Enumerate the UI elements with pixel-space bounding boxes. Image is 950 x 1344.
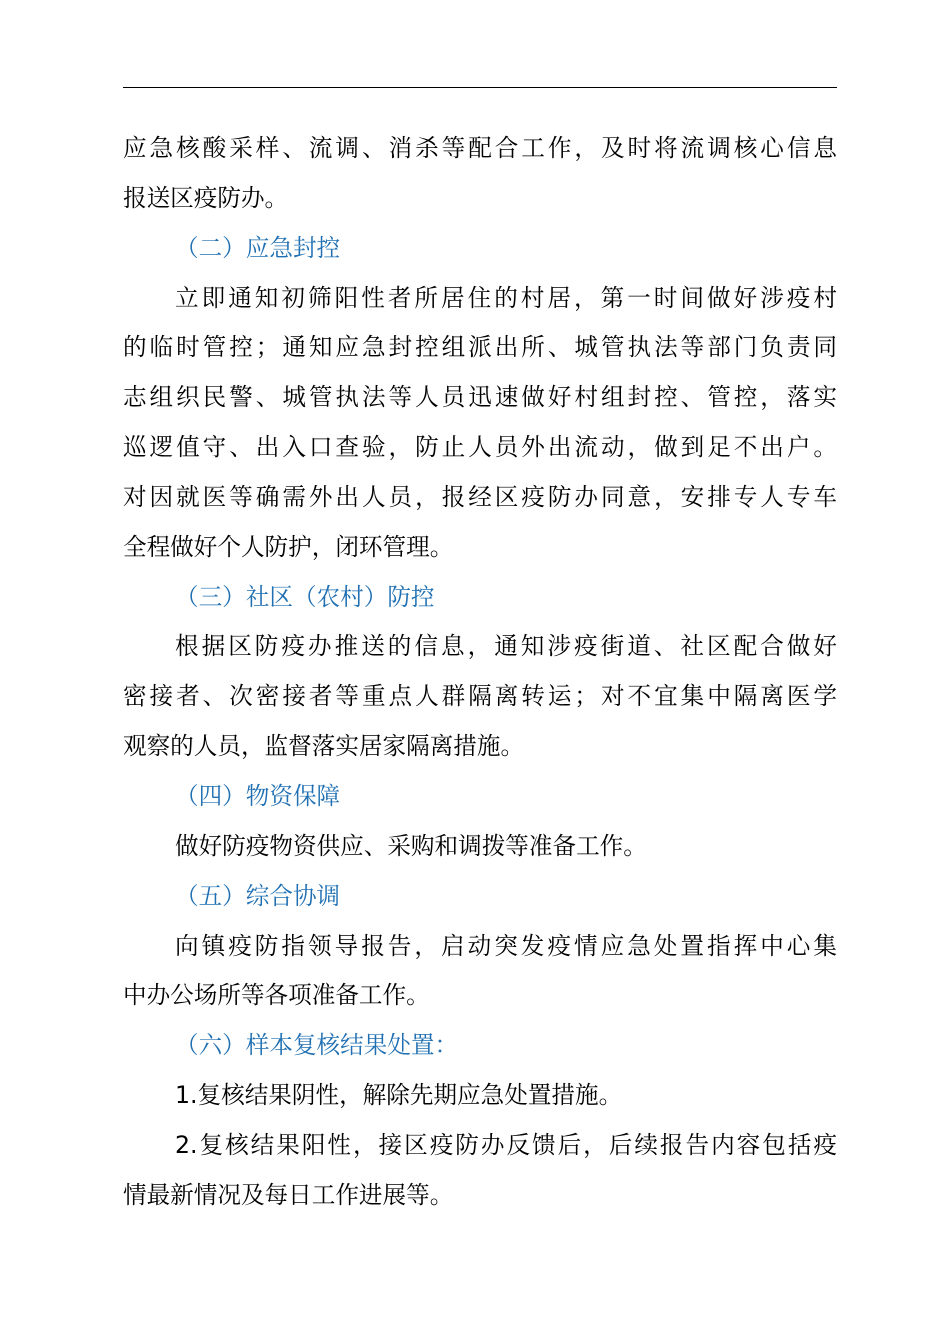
paragraph-line: 对因就医等确需外出人员，报经区疫防办同意，安排专人专车 [123,482,837,511]
document-body [123,124,837,1221]
paragraph-line: 巡逻值守、出入口查验，防止人员外出流动，做到足不出户。 [123,433,837,462]
paragraph-line: 立即通知初筛阳性者所居住的村居，第一时间做好涉疫村 [175,283,837,312]
paragraph-line: 中办公场所等各项准备工作。 [123,981,430,1010]
paragraph-line: 应急核酸采样、流调、消杀等配合工作，及时将流调核心信息 [123,134,837,162]
list-item-positive-result: 2.复核结果阳性，接区疫防办反馈后，后续报告内容包括疫 [175,1130,837,1159]
header-rule [123,87,837,88]
section-heading-supplies: （四）物资保障 [175,781,341,810]
paragraph-line: 的临时管控；通知应急封控组派出所、城管执法等部门负责同 [123,333,837,362]
paragraph-line: 报送区疫防办。 [123,183,289,212]
paragraph-line: 做好防疫物资供应、采购和调拨等准备工作。 [175,831,647,860]
section-heading-coordination: （五）综合协调 [175,881,341,910]
paragraph-line: 密接者、次密接者等重点人群隔离转运；对不宜集中隔离医学 [123,682,837,711]
paragraph-line: 全程做好个人防护，闭环管理。 [123,532,454,561]
section-heading-community-control: （三）社区（农村）防控 [175,582,435,611]
section-heading-sample-recheck: （六）样本复核结果处置： [175,1031,459,1060]
paragraph-line: 情最新情况及每日工作进展等。 [123,1180,454,1209]
paragraph-line: 志组织民警、城管执法等人员迅速做好村组封控、管控，落实 [123,383,837,412]
paragraph-line: 向镇疫防指领导报告，启动突发疫情应急处置指挥中心集 [175,931,837,960]
paragraph-line: 根据区防疫办推送的信息，通知涉疫街道、社区配合做好 [175,632,837,661]
paragraph-line: 观察的人员，监督落实居家隔离措施。 [123,732,525,761]
list-item-negative-result: 1.复核结果阴性，解除先期应急处置措施。 [175,1081,623,1110]
section-heading-emergency-lockdown: （二）应急封控 [175,233,341,262]
